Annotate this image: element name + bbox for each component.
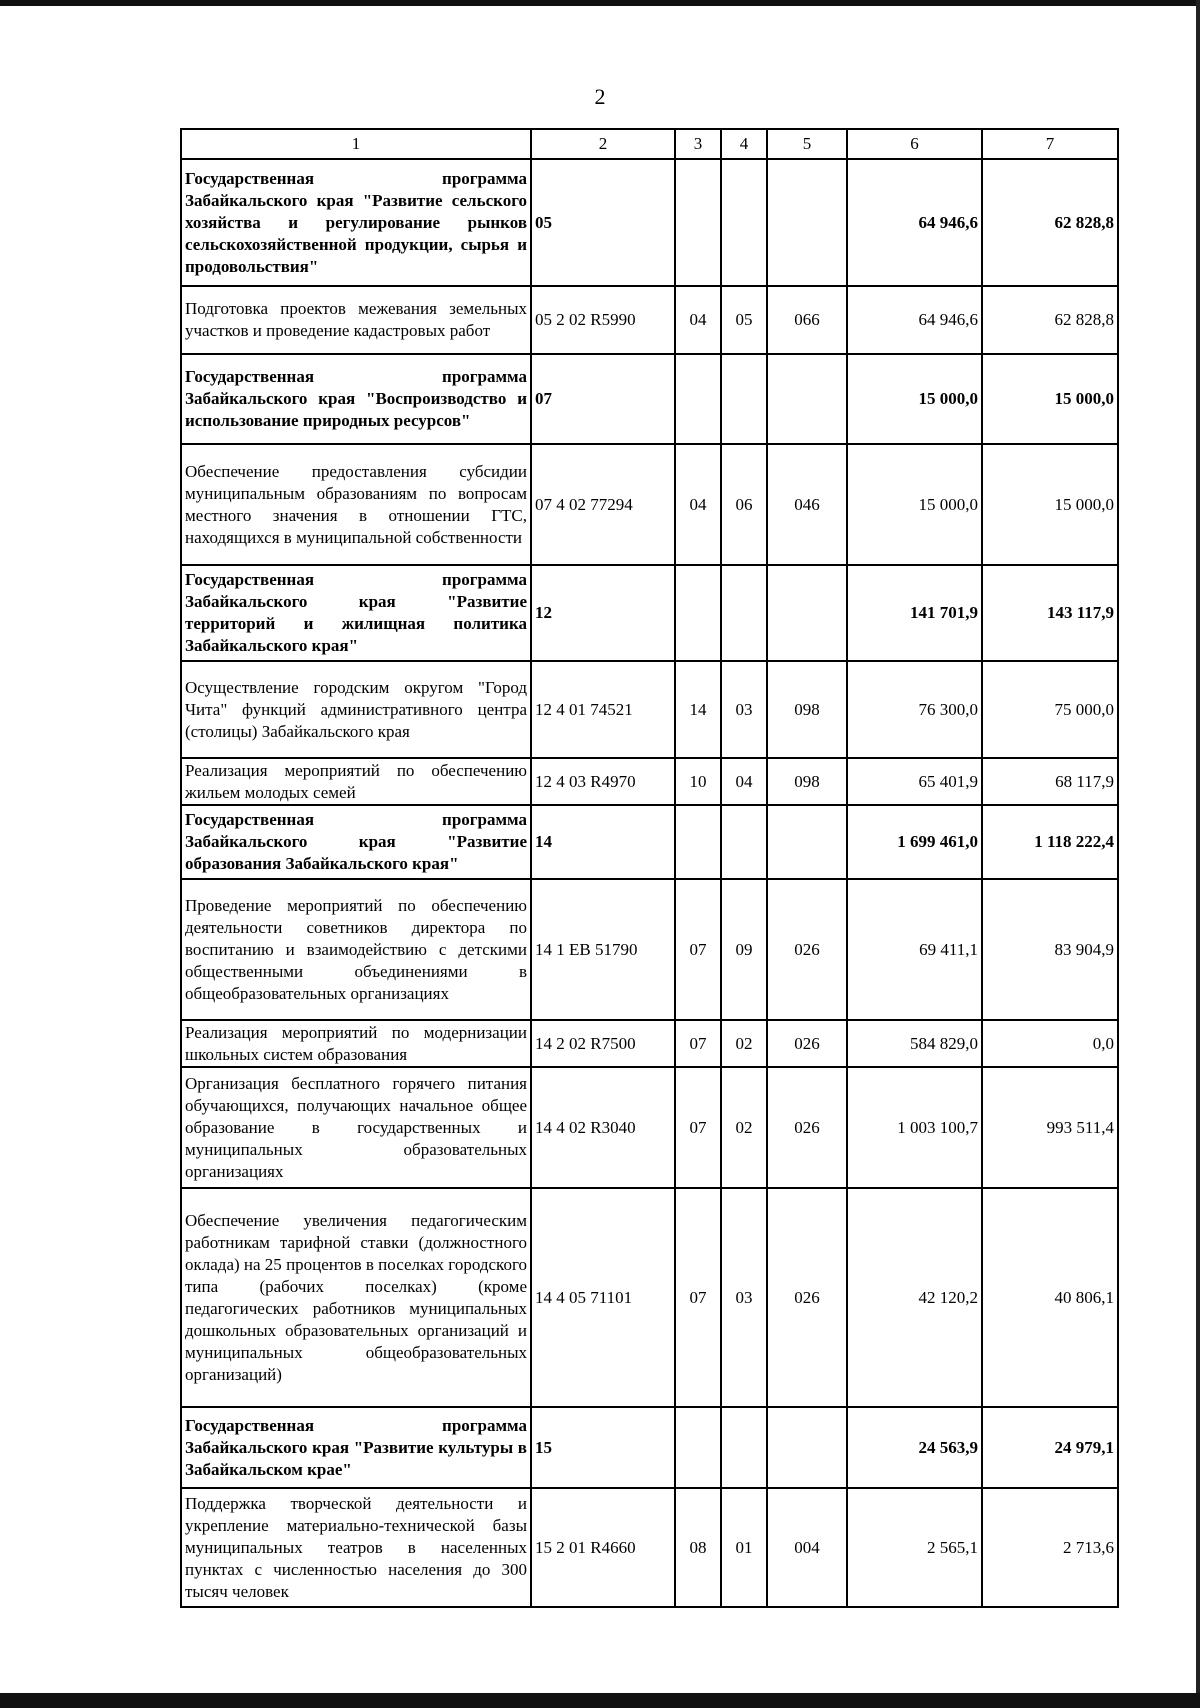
row-col5-cell: 098 xyxy=(767,758,847,805)
row-col4-cell: 03 xyxy=(721,661,767,758)
row-code-cell: 12 xyxy=(531,565,675,661)
row-col7-cell: 75 000,0 xyxy=(982,661,1118,758)
row-col5-cell xyxy=(767,159,847,286)
header-cell-4: 4 xyxy=(721,129,767,159)
row-col7-cell: 15 000,0 xyxy=(982,444,1118,565)
row-col7-cell: 1 118 222,4 xyxy=(982,805,1118,879)
row-code-cell: 15 2 01 R4660 xyxy=(531,1488,675,1607)
row-col6-cell: 24 563,9 xyxy=(847,1407,982,1488)
row-col6-cell: 64 946,6 xyxy=(847,159,982,286)
row-name-cell: Государственная программа Забайкальского края "Развитие образования Забайкальского края" xyxy=(181,805,531,879)
row-col4-cell: 02 xyxy=(721,1020,767,1067)
row-col6-cell: 2 565,1 xyxy=(847,1488,982,1607)
header-cell-1: 1 xyxy=(181,129,531,159)
row-col6-cell: 64 946,6 xyxy=(847,286,982,354)
row-col3-cell: 10 xyxy=(675,758,721,805)
row-col3-cell xyxy=(675,805,721,879)
row-col4-cell: 02 xyxy=(721,1067,767,1188)
row-col7-cell: 0,0 xyxy=(982,1020,1118,1067)
row-col6-cell: 76 300,0 xyxy=(847,661,982,758)
row-col5-cell xyxy=(767,354,847,444)
row-col6-cell: 65 401,9 xyxy=(847,758,982,805)
row-col3-cell xyxy=(675,159,721,286)
row-col4-cell: 04 xyxy=(721,758,767,805)
table-row xyxy=(181,1020,1118,1067)
header-row xyxy=(181,129,1118,159)
table-row xyxy=(181,879,1118,1020)
row-name-cell: Обеспечение увеличения педагогическим работникам тарифной ставки (должностного оклада) на 25 процентов в поселках городского типа (рабочих поселках) (кроме педагогических работников муниципальных дошкольных образовательных организаций и муниципальных общеобразовательных организаций) xyxy=(181,1188,531,1407)
row-col6-cell: 141 701,9 xyxy=(847,565,982,661)
row-name-cell: Обеспечение предоставления субсидии муниципальным образованиям по вопросам местного значения в отношении ГТС, находящихся в муниципальной собственности xyxy=(181,444,531,565)
scan-edge-top xyxy=(0,0,1200,6)
program-row xyxy=(181,805,1118,879)
row-col3-cell xyxy=(675,1407,721,1488)
program-row xyxy=(181,159,1118,286)
row-name-cell: Государственная программа Забайкальского края "Развитие культуры в Забайкальском крае" xyxy=(181,1407,531,1488)
row-col6-cell: 69 411,1 xyxy=(847,879,982,1020)
row-col4-cell xyxy=(721,354,767,444)
table-row xyxy=(181,1067,1118,1188)
row-col3-cell: 07 xyxy=(675,1020,721,1067)
header-cell-2: 2 xyxy=(531,129,675,159)
header-cell-5: 5 xyxy=(767,129,847,159)
row-col4-cell: 09 xyxy=(721,879,767,1020)
row-col7-cell: 62 828,8 xyxy=(982,159,1118,286)
row-name-cell: Государственная программа Забайкальского края "Воспроизводство и использование природных ресурсов" xyxy=(181,354,531,444)
row-code-cell: 05 2 02 R5990 xyxy=(531,286,675,354)
row-name-cell: Подготовка проектов межевания земельных участков и проведение кадастровых работ xyxy=(181,286,531,354)
row-name-cell: Осуществление городским округом "Город Чита" функций административного центра (столицы) Забайкальского края xyxy=(181,661,531,758)
row-col3-cell: 08 xyxy=(675,1488,721,1607)
row-col7-cell: 68 117,9 xyxy=(982,758,1118,805)
row-col3-cell: 07 xyxy=(675,1067,721,1188)
program-row xyxy=(181,1407,1118,1488)
header-cell-6: 6 xyxy=(847,129,982,159)
row-col5-cell xyxy=(767,805,847,879)
row-name-cell: Реализация мероприятий по обеспечению жильем молодых семей xyxy=(181,758,531,805)
table-row xyxy=(181,661,1118,758)
row-col4-cell xyxy=(721,1407,767,1488)
header-cell-3: 3 xyxy=(675,129,721,159)
row-code-cell: 07 4 02 77294 xyxy=(531,444,675,565)
row-col4-cell: 06 xyxy=(721,444,767,565)
row-col4-cell: 05 xyxy=(721,286,767,354)
program-row xyxy=(181,354,1118,444)
header-cell-7: 7 xyxy=(982,129,1118,159)
row-code-cell: 14 4 02 R3040 xyxy=(531,1067,675,1188)
row-col7-cell: 143 117,9 xyxy=(982,565,1118,661)
row-name-cell: Государственная программа Забайкальского края "Развитие сельского хозяйства и регулирование рынков сельскохозяйственной продукции, сырья и продовольствия" xyxy=(181,159,531,286)
row-col5-cell: 026 xyxy=(767,1188,847,1407)
row-col7-cell: 24 979,1 xyxy=(982,1407,1118,1488)
row-col4-cell xyxy=(721,805,767,879)
scan-edge-bottom xyxy=(0,1693,1200,1708)
row-col5-cell: 026 xyxy=(767,1067,847,1188)
row-code-cell: 14 4 05 71101 xyxy=(531,1188,675,1407)
row-col5-cell: 004 xyxy=(767,1488,847,1607)
row-col7-cell: 993 511,4 xyxy=(982,1067,1118,1188)
table-row xyxy=(181,1488,1118,1607)
row-name-cell: Проведение мероприятий по обеспечению деятельности советников директора по воспитанию и взаимодействию с детскими общественными объединениями в общеобразовательных организациях xyxy=(181,879,531,1020)
row-col4-cell: 01 xyxy=(721,1488,767,1607)
row-col6-cell: 584 829,0 xyxy=(847,1020,982,1067)
row-col5-cell xyxy=(767,565,847,661)
row-col7-cell: 62 828,8 xyxy=(982,286,1118,354)
row-code-cell: 05 xyxy=(531,159,675,286)
row-col7-cell: 83 904,9 xyxy=(982,879,1118,1020)
row-code-cell: 15 xyxy=(531,1407,675,1488)
row-col5-cell: 098 xyxy=(767,661,847,758)
row-name-cell: Реализация мероприятий по модернизации школьных систем образования xyxy=(181,1020,531,1067)
row-col3-cell: 14 xyxy=(675,661,721,758)
row-code-cell: 07 xyxy=(531,354,675,444)
table-row xyxy=(181,758,1118,805)
row-code-cell: 12 4 03 R4970 xyxy=(531,758,675,805)
row-col4-cell xyxy=(721,159,767,286)
row-col5-cell: 046 xyxy=(767,444,847,565)
row-col5-cell: 026 xyxy=(767,1020,847,1067)
row-col5-cell xyxy=(767,1407,847,1488)
scan-edge-right xyxy=(1196,0,1200,1708)
row-col5-cell: 066 xyxy=(767,286,847,354)
row-col6-cell: 15 000,0 xyxy=(847,354,982,444)
row-col7-cell: 15 000,0 xyxy=(982,354,1118,444)
row-col6-cell: 42 120,2 xyxy=(847,1188,982,1407)
row-col3-cell: 07 xyxy=(675,1188,721,1407)
row-name-cell: Поддержка творческой деятельности и укрепление материально-технической базы муниципальных театров в населенных пунктах с численностью населения до 300 тысяч человек xyxy=(181,1488,531,1607)
row-col6-cell: 15 000,0 xyxy=(847,444,982,565)
row-code-cell: 14 xyxy=(531,805,675,879)
row-col6-cell: 1 699 461,0 xyxy=(847,805,982,879)
row-col3-cell: 04 xyxy=(675,286,721,354)
row-name-cell: Государственная программа Забайкальского края "Развитие территорий и жилищная политика Забайкальского края" xyxy=(181,565,531,661)
row-col3-cell: 07 xyxy=(675,879,721,1020)
row-col3-cell xyxy=(675,354,721,444)
program-row xyxy=(181,565,1118,661)
row-col4-cell xyxy=(721,565,767,661)
row-col3-cell xyxy=(675,565,721,661)
row-col7-cell: 40 806,1 xyxy=(982,1188,1118,1407)
row-col4-cell: 03 xyxy=(721,1188,767,1407)
row-code-cell: 14 2 02 R7500 xyxy=(531,1020,675,1067)
row-code-cell: 12 4 01 74521 xyxy=(531,661,675,758)
row-col6-cell: 1 003 100,7 xyxy=(847,1067,982,1188)
page-number: 2 xyxy=(594,84,606,109)
row-code-cell: 14 1 EB 51790 xyxy=(531,879,675,1020)
table-row xyxy=(181,444,1118,565)
row-col5-cell: 026 xyxy=(767,879,847,1020)
row-col7-cell: 2 713,6 xyxy=(982,1488,1118,1607)
row-col3-cell: 04 xyxy=(675,444,721,565)
budget-table xyxy=(180,128,1119,1608)
row-name-cell: Организация бесплатного горячего питания обучающихся, получающих начальное общее образование в государственных и муниципальных образовательных организациях xyxy=(181,1067,531,1188)
table-row xyxy=(181,286,1118,354)
table-row xyxy=(181,1188,1118,1407)
